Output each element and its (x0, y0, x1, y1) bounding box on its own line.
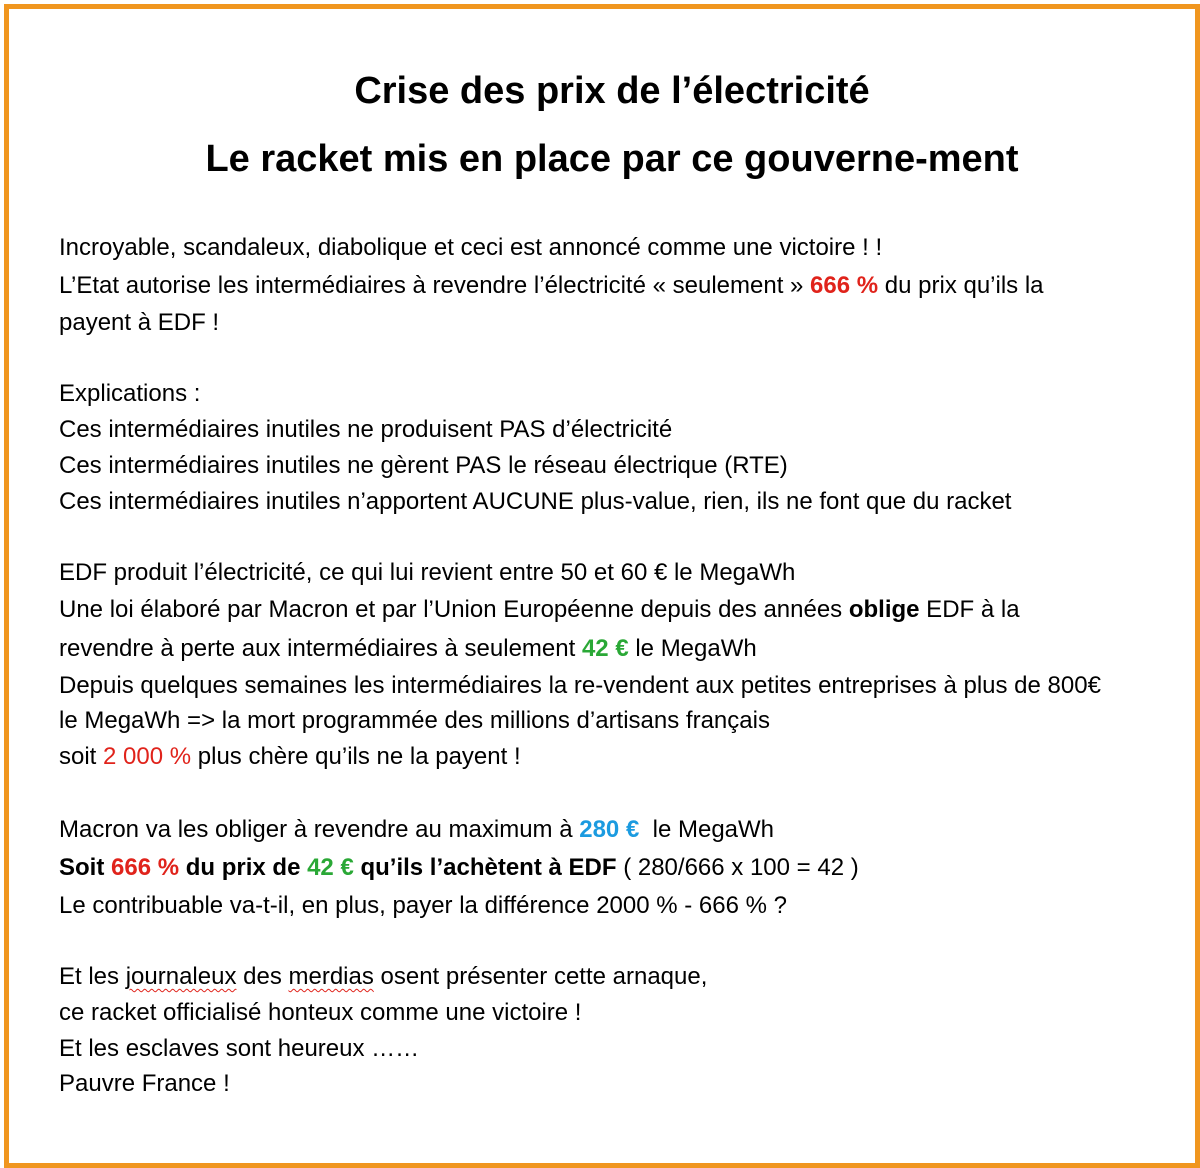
spellcheck-word-merdias: merdias (288, 963, 374, 990)
macron-line-3: Le contribuable va-t-il, en plus, payer la différence 2000 % - 666 % ? (59, 892, 787, 919)
closing-line-3: Et les esclaves sont heureux …… (59, 1035, 420, 1062)
macron-line-2: Soit 666 % du prix de 42 € qu’ils l’achètent à EDF ( 280/666 x 100 = 42 ) (59, 854, 859, 881)
oblige-bold: oblige (848, 596, 920, 623)
title-line-1: Crise des prix de l’électricité (354, 70, 870, 112)
intro-line-2: L’Etat autorise les intermédiaires à revendre l’électricité « seulement » 666 % du prix qu’ils la (59, 272, 1044, 299)
closing-line-4: Pauvre France ! (59, 1070, 230, 1097)
price-42-euro: 42 € (581, 635, 629, 662)
edf-line-1: EDF produit l’électricité, ce qui lui revient entre 50 et 60 € le MegaWh (59, 559, 796, 586)
edf-line-4: Depuis quelques semaines les intermédiaires la re-vendent aux petites entreprises à plus de 800€ (59, 672, 1101, 699)
highlight-2000-percent: 2 000 % (103, 743, 192, 770)
explications-line-3: Ces intermédiaires inutiles n’apportent AUCUNE plus-value, rien, ils ne font que du racket (59, 488, 1012, 515)
explications-line-2: Ces intermédiaires inutiles ne gèrent PAS le réseau électrique (RTE) (59, 452, 788, 479)
edf-line-2: Une loi élaboré par Macron et par l’Union Européenne depuis des années oblige EDF à la (59, 596, 1020, 623)
intro-line-3: payent à EDF ! (59, 309, 220, 336)
closing-line-2: ce racket officialisé honteux comme une victoire ! (59, 999, 582, 1026)
highlight-666-percent-2: 666 % (111, 854, 180, 881)
explications-line-1: Ces intermédiaires inutiles ne produisent PAS d’électricité (59, 416, 673, 443)
title-line-2: Le racket mis en place par ce gouverne-ment (205, 138, 1019, 180)
price-42-euro-2: 42 € (307, 854, 354, 881)
edf-line-6: soit 2 000 % plus chère qu’ils ne la payent ! (59, 743, 521, 770)
highlight-666-percent: 666 % (810, 272, 879, 299)
macron-line-1: Macron va les obliger à revendre au maximum à 280 € le MegaWh (59, 816, 775, 843)
explications-heading: Explications : (59, 380, 201, 407)
price-280-euro: 280 € (579, 816, 640, 843)
closing-line-1: Et les journaleux des merdias osent présenter cette arnaque, (59, 963, 708, 990)
edf-line-5: le MegaWh => la mort programmée des millions d’artisans français (59, 707, 770, 734)
edf-line-3: revendre à perte aux intermédiaires à seulement 42 € le MegaWh (59, 635, 757, 662)
intro-line-1: Incroyable, scandaleux, diabolique et ceci est annoncé comme une victoire ! ! (59, 234, 883, 261)
spellcheck-word-journaleux: journaleux (125, 963, 237, 990)
